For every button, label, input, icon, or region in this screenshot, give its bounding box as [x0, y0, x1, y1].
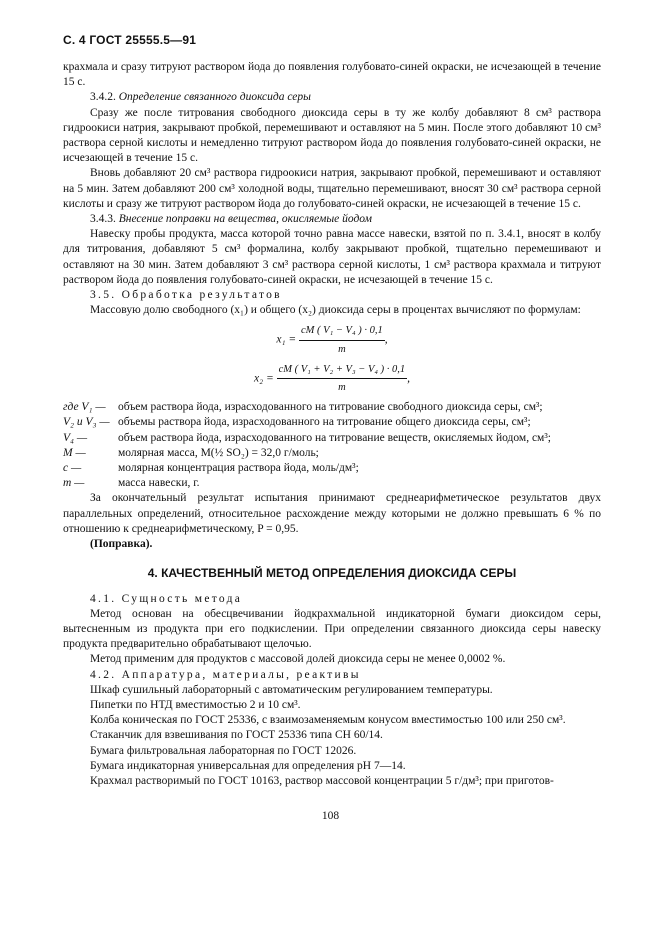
definition-symbol: V₂ и V₃ — [63, 416, 110, 429]
paragraph: Бумага индикаторная универсальная для определения рН 7—14. [90, 759, 406, 772]
subsection-number: 3.4.3. [90, 213, 116, 226]
definition-row [63, 431, 601, 446]
paragraph: Вновь добавляют 20 см³ раствора гидроокиси натрия, закрывают пробкой, перемешивают и оставляют на 5 мин. Затем добавляют 200 см³ холодной воды, тщательно перемешивают, вносят 30 см³ раствора серной кислоты и сразу же титруют раствором йода до голубовато-синей окраски, не исчезающей в течение 15 с. [63, 167, 601, 210]
paragraph: Крахмал растворимый по ГОСТ 10163, раствор массовой концентрации 5 г/дм³; при приготов- [90, 774, 554, 787]
subsection-heading-4-1: 4.1. Сущность метода [90, 592, 243, 605]
fraction-denominator: m [338, 382, 346, 394]
definition-text: молярная масса, M(½ SO₂) = 32,0 г/моль; [118, 446, 319, 459]
paragraph: Колба коническая по ГОСТ 25336, с взаимозаменяемым конусом вместимостью 100 или 250 см³. [90, 714, 566, 727]
paragraph: Метод основан на обесцвечивании йодкрахмальной индикаторной бумаги диоксидом серы, вытесненным из продукта при его подкислении. При определении связанного диоксида серы навеску продукта предварительно обрабатывают щелочью. [63, 607, 601, 651]
formula-punct: , [407, 372, 411, 385]
paragraph: Сразу же после титрования свободного диоксида серы в ту же колбу добавляют 8 см³ раствора гидроокиси натрия, закрывают пробкой, перемешивают и оставляют на 5 мин. После этого добавляют 10 см³ раствора серной кислоты и немедленно титруют раствором йода до появления голубовато-синей окраски, не исчезающей в течение 15 с. [63, 106, 601, 165]
subsection-title: Определение связанного диоксида серы [118, 91, 311, 104]
definition-symbol: m — [63, 477, 85, 490]
definition-symbol: c — [63, 462, 82, 475]
definition-row [63, 461, 601, 476]
subsection-heading-4-2: 4.2. Аппаратура, материалы, реактивы [90, 668, 361, 681]
subsection-heading-3-4-3 [63, 212, 601, 227]
fraction [299, 323, 385, 356]
definition-row [63, 415, 601, 430]
formula-x2 [63, 362, 601, 395]
definition-text: объем раствора йода, израсходованного на титрование свободного диоксида серы, см³; [118, 401, 543, 414]
definition-text: молярная концентрация раствора йода, моль/дм³; [118, 462, 359, 475]
paragraph: Бумага фильтровальная лабораторная по ГОСТ 12026. [90, 744, 357, 757]
subsection-number: 3.4.2. [90, 91, 116, 104]
definition-text: масса навески, г. [118, 477, 200, 490]
fraction-denominator: m [338, 343, 346, 355]
fraction-numerator: cM ( V₁ + V₂ + V₃ − V₄ ) · 0,1 [277, 362, 408, 379]
amendment-note: (Поправка). [90, 538, 153, 551]
paragraph: Массовую долю свободного (x₁) и общего (x₂) диоксида серы в процентах вычисляют по формулам: [90, 304, 581, 317]
definition-row [63, 476, 601, 491]
paragraph: Шкаф сушильный лабораторный с автоматическим регулированием температуры. [90, 683, 493, 696]
subsection-title: Внесение поправки на вещества, окисляемые йодом [118, 213, 372, 226]
subsection-heading-3-4-2 [63, 90, 601, 105]
paragraph: Стаканчик для взвешивания по ГОСТ 25336 типа СН 60/14. [90, 729, 383, 742]
subsection-heading-3-5: 3.5. Обработка результатов [90, 289, 282, 302]
paragraph: За окончательный результат испытания принимают среднеарифметическое результатов двух параллельных определений, относительное расхождение между которыми не должно превышать 6 % по отношению к среднеарифметическому, P = 0,95. [63, 492, 601, 535]
section-heading-4: 4. КАЧЕСТВЕННЫЙ МЕТОД ОПРЕДЕЛЕНИЯ ДИОКСИДА СЕРЫ [147, 566, 517, 581]
formula-punct: , [384, 333, 388, 346]
definition-text: объем раствора йода, израсходованного на титрование веществ, окисляемых йодом, см³; [118, 431, 551, 444]
formula-lhs: x₂ = [253, 372, 274, 385]
definition-symbol: V₄ — [63, 431, 88, 444]
page-number: 108 [321, 810, 340, 822]
page-header: С. 4 ГОСТ 25555.5—91 [63, 33, 197, 47]
formula-x1 [63, 323, 601, 356]
variable-definitions [63, 400, 601, 491]
definition-text: объемы раствора йода, израсходованного на титрование общего диоксида серы, см³; [118, 416, 531, 429]
definition-symbol: где V₁ — [63, 401, 106, 414]
definition-symbol: M — [63, 446, 86, 459]
fraction [277, 362, 411, 395]
paragraph: крахмала и сразу титруют раствором йода до появления голубовато-синей окраски, не исчезающей в течение 15 с. [63, 61, 601, 89]
formula-lhs: x₁ = [276, 333, 297, 346]
fraction-numerator: cM ( V₁ − V₄ ) · 0,1 [299, 323, 385, 340]
paragraph: Пипетки по НТД вместимостью 2 и 10 см³. [90, 698, 301, 711]
definition-row [63, 446, 601, 461]
body-text [63, 60, 601, 789]
paragraph: Навеску пробы продукта, масса которой точно равна массе навески, взятой по п. 3.4.1, вносят в колбу для титрования, добавляют 5 см³ формалина, колбу закрывают пробкой, тщательно перемешивают и оставляют на 30 мин. Затем добавляют 3 см³ раствора серной кислоты, 1 см³ раствора крахмала и титруют раствором йода до появления голубовато-синей окраски, не исчезающей в течение 15 с. [63, 228, 601, 286]
definition-row [63, 400, 601, 415]
paragraph: Метод применим для продуктов с массовой долей диоксида серы не менее 0,0002 %. [90, 653, 506, 666]
